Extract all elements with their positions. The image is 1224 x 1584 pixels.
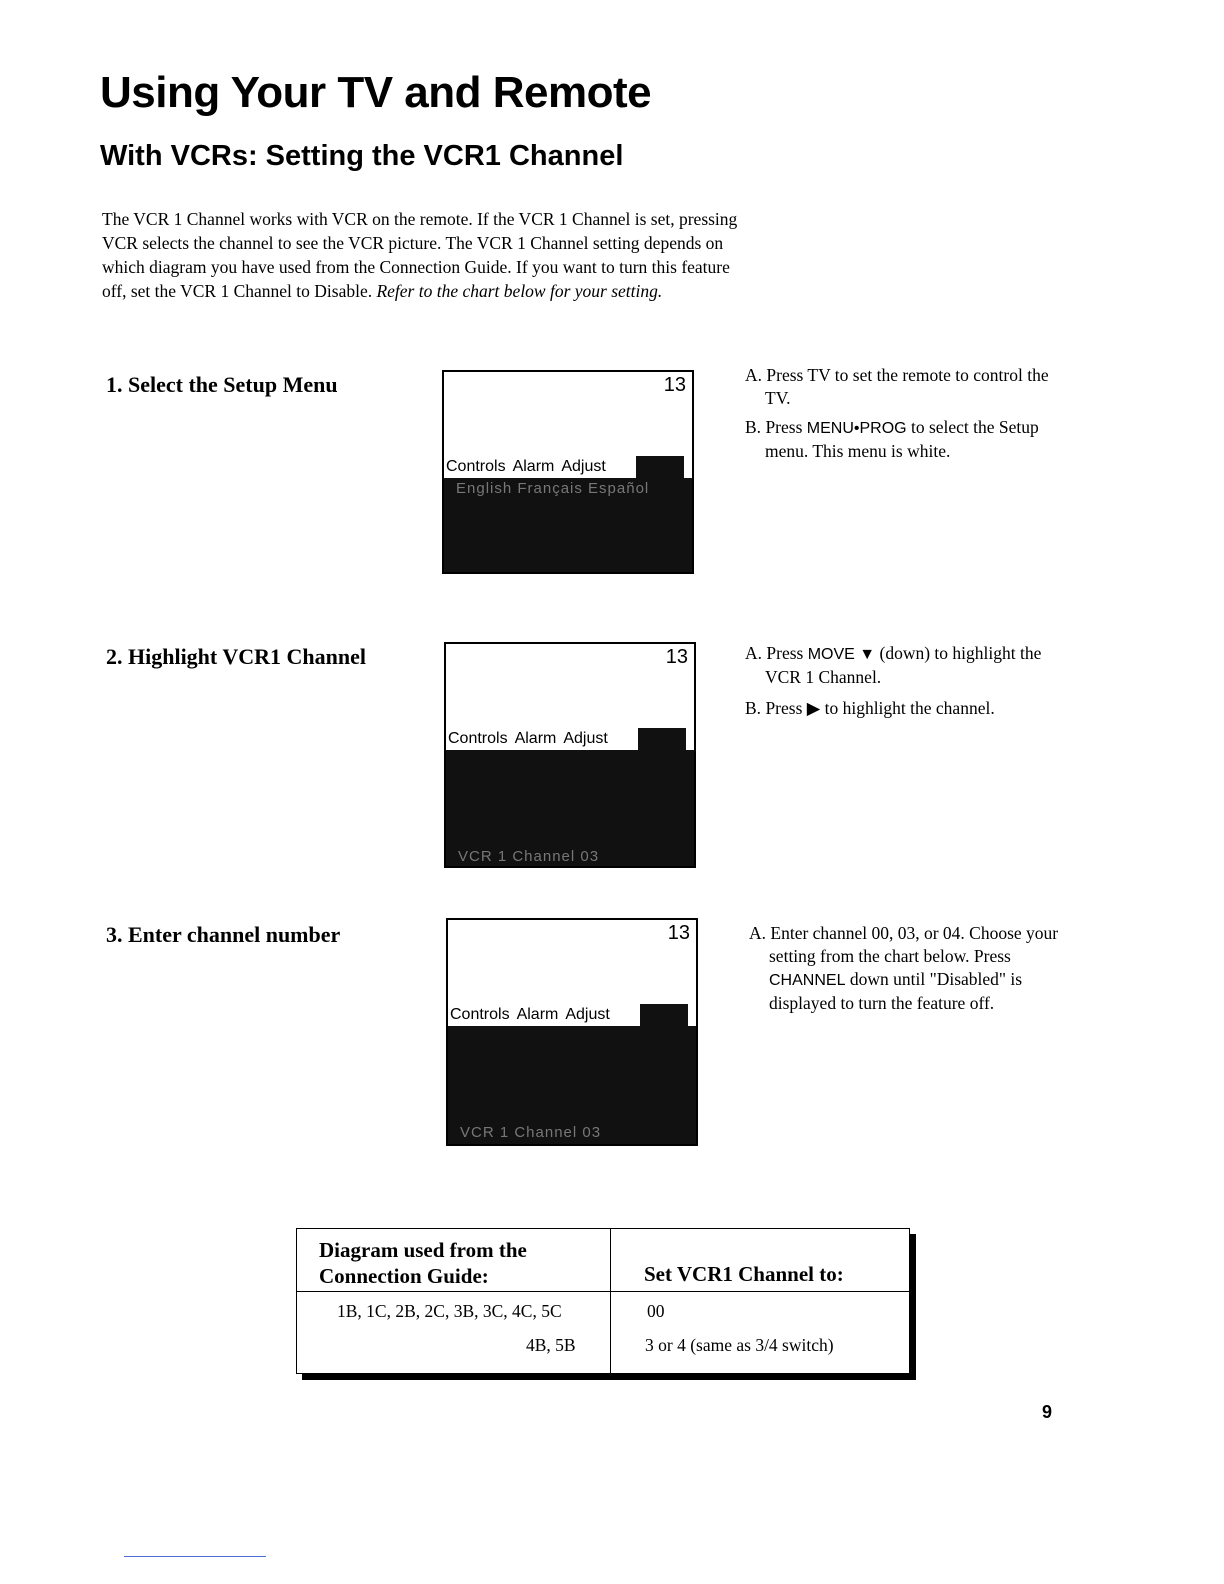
menu-adjust: Adjust: [563, 730, 608, 747]
menu-controls: Controls: [450, 1006, 510, 1023]
chart-header-setting: Set VCR1 Channel to:: [644, 1262, 844, 1286]
menu-alarm: Alarm: [516, 1006, 559, 1023]
tv-screen-step-3: [446, 918, 698, 1146]
chart-row-2-setting: 3 or 4 (same as 3/4 switch): [645, 1335, 834, 1355]
step-2-title: 2. Highlight VCR1 Channel: [106, 644, 366, 669]
menu-dark-area: [448, 1026, 696, 1144]
page-title: Using Your TV and Remote: [100, 68, 652, 117]
page-number: 9: [1042, 1402, 1053, 1422]
chart-column-divider: [610, 1229, 611, 1373]
menu-dark-area: [444, 478, 692, 572]
intro-paragraph: [102, 207, 742, 303]
setup-menu-bar: [446, 458, 613, 476]
tv-screen-step-1: [442, 370, 694, 574]
instruction-item: A. Enter channel 00, 03, or 04. Choose your setting from the chart below. Press CHANNEL down until "Disabled" is displayed to turn the feature off.: [749, 923, 1059, 1013]
vcr1-settings-chart: [296, 1228, 910, 1374]
menu-alarm: Alarm: [514, 730, 557, 747]
instruction-item: A. Press MOVE ▼ (down) to highlight the VCR 1 Channel.: [745, 643, 1042, 687]
channel-number: 13: [663, 374, 686, 396]
menu-prog-key: MENU•PROG: [806, 420, 907, 437]
menu-adjust: Adjust: [565, 1006, 610, 1023]
chart-row-1-diagram: 1B, 1C, 2B, 2C, 3B, 3C, 4C, 5C: [337, 1301, 562, 1321]
vcr1-channel-item: VCR 1 Channel 03: [460, 1124, 602, 1141]
setup-menu-bar: [448, 730, 615, 748]
step-2-instructions: [745, 642, 1055, 726]
menu-highlight: [640, 1004, 688, 1026]
menu-adjust: Adjust: [561, 458, 606, 475]
page-subtitle: With VCRs: Setting the VCR1 Channel: [100, 140, 624, 172]
intro-text: The VCR 1 Channel works with VCR on the remote. If the VCR 1 Channel is set, pressing VCR selects the channel to see the VCR picture. The VCR 1 Channel setting depends on which diagram you have used from the Connection Guide. If you want to turn this feature off, set the VCR 1 Channel to Disable.: [102, 209, 738, 301]
chart-row-2-diagram: 4B, 5B: [526, 1335, 576, 1355]
chart-header-diagram: Diagram used from the Connection Guide:: [319, 1238, 527, 1288]
chart-row-1-setting: 00: [647, 1301, 665, 1321]
step-1-instructions: [745, 364, 1055, 469]
language-options: English Français Español: [456, 480, 650, 497]
menu-alarm: Alarm: [512, 458, 555, 475]
instruction-item: A. Press TV to set the remote to control the TV.: [745, 365, 1049, 408]
tv-screen-step-2: [444, 642, 696, 868]
channel-number: 13: [667, 922, 690, 944]
menu-controls: Controls: [446, 458, 506, 475]
channel-number: 13: [665, 646, 688, 668]
menu-dark-area: [446, 750, 694, 866]
move-down-key: MOVE ▼: [807, 646, 876, 663]
chart-row-divider: [297, 1291, 909, 1292]
vcr1-channel-item: VCR 1 Channel 03: [458, 848, 600, 865]
channel-key: CHANNEL: [769, 972, 846, 989]
menu-highlight: [636, 456, 684, 478]
step-1-title: 1. Select the Setup Menu: [106, 372, 338, 397]
setup-menu-bar: [450, 1006, 617, 1024]
footer-rule: [124, 1556, 266, 1557]
menu-highlight: [638, 728, 686, 750]
instruction-item: B. Press MENU•PROG to select the Setup menu. This menu is white.: [745, 417, 1039, 461]
step-3-title: 3. Enter channel number: [106, 922, 341, 947]
menu-controls: Controls: [448, 730, 508, 747]
step-3-instructions: [749, 922, 1059, 1021]
intro-italic-note: Refer to the chart below for your setting.: [376, 281, 663, 301]
instruction-item: B. Press ▶ to highlight the channel.: [745, 698, 995, 718]
